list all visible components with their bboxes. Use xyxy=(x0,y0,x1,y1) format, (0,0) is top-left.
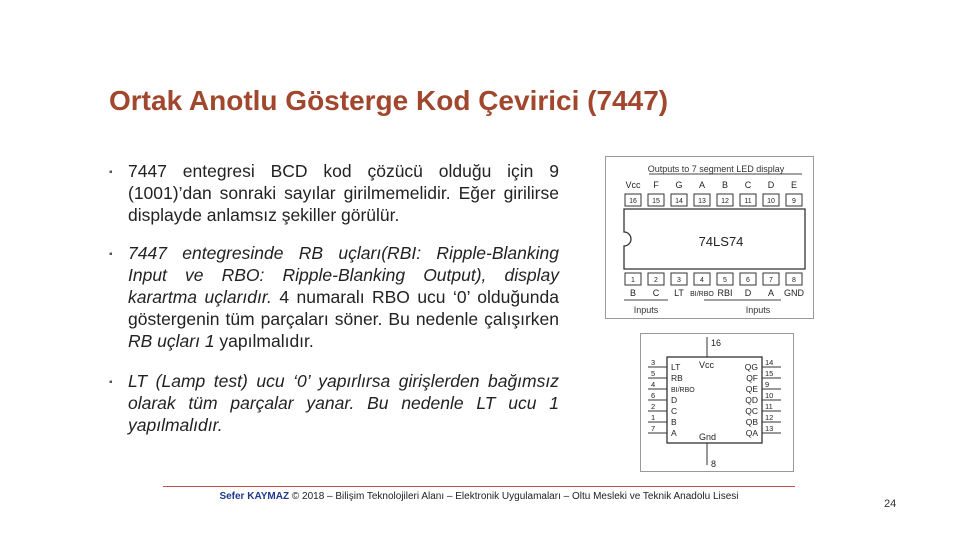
bullet-italic-text: 7447 entegresinde RB uçları(RBI: Ripple-Blanking Input ve RBO: Ripple-Blanking Output), display karartma uçlarıdır. xyxy=(128,243,559,307)
pin-number: 10 xyxy=(767,198,775,205)
pin-number: 9 xyxy=(792,198,796,205)
slide-title: Ortak Anotlu Gösterge Kod Çevirici (7447) xyxy=(109,85,669,116)
pin-label: D xyxy=(744,288,752,298)
pin-number: 15 xyxy=(652,198,660,205)
gnd-label: Gnd xyxy=(699,432,717,442)
bullet-text xyxy=(128,242,559,352)
output-label: QG xyxy=(744,362,758,372)
bullet-item xyxy=(109,242,559,352)
bullet-italic-text: RB uçları 1 xyxy=(128,331,215,351)
output-label: QA xyxy=(745,428,758,438)
pin-label: RBI xyxy=(717,288,733,298)
pin-label: D xyxy=(767,180,775,190)
output-label: QE xyxy=(745,384,758,394)
footer xyxy=(163,491,795,502)
bullet-marker: ▪ xyxy=(109,167,113,178)
input-pin-number: 2 xyxy=(651,402,656,411)
vcc-label: Vcc xyxy=(699,360,715,370)
pin-number: 7 xyxy=(769,277,773,284)
input-pin-number: 3 xyxy=(651,358,656,367)
pin-label: C xyxy=(744,180,752,190)
input-label: RB xyxy=(671,373,683,383)
bullet-marker: ▪ xyxy=(109,249,113,260)
footer-author: Sefer KAYMAZ xyxy=(219,491,290,502)
pin-number: 6 xyxy=(746,277,750,284)
pin-label: E xyxy=(790,180,798,190)
input-label: BI/RBO xyxy=(671,387,695,394)
logic-symbol-figure xyxy=(640,333,794,472)
pin-label: B xyxy=(629,288,637,298)
pin-number: 12 xyxy=(721,198,729,205)
gnd-pin-number: 8 xyxy=(711,459,717,469)
pin-number: 3 xyxy=(677,277,681,284)
pin-label: GND xyxy=(784,288,804,298)
pin-label: F xyxy=(653,180,659,190)
input-pin-number: 4 xyxy=(651,380,656,389)
output-pin-number: 10 xyxy=(765,391,774,400)
pin-label: A xyxy=(767,288,775,298)
bullet-text: 7447 entegresi BCD kod çözücü olduğu için 9 (1001)’dan sonraki sayılar girilmemelidir. Eğer girilirse displayde anlamsız şekiller görülür. xyxy=(128,161,559,225)
bullet-item xyxy=(109,160,559,226)
outputs-header: Outputs to 7 segment LED display xyxy=(647,164,785,174)
pin-number: 4 xyxy=(700,277,704,284)
output-pin-number: 9 xyxy=(765,380,770,389)
output-label: QF xyxy=(746,373,758,383)
pin-number: 2 xyxy=(654,277,658,284)
input-label: B xyxy=(671,417,677,427)
output-pin-number: 12 xyxy=(765,413,774,422)
input-label: D xyxy=(671,395,678,405)
pin-number: 14 xyxy=(675,198,683,205)
pinout-diagram xyxy=(606,157,813,318)
pinout-figure xyxy=(605,156,814,319)
pin-number: 1 xyxy=(631,277,635,284)
bullet-marker: ▪ xyxy=(109,377,113,388)
footer-text: © 2018 – Bilişim Teknolojileri Alanı – Elektronik Uygulamaları – Oltu Mesleki ve Teknik Anadolu Lisesi xyxy=(289,491,739,502)
pin-label: BI/RBO xyxy=(690,291,714,298)
page-number: 24 xyxy=(884,498,897,510)
pin-number: 11 xyxy=(744,198,752,205)
output-label: QB xyxy=(745,417,758,427)
pin-label: Vcc xyxy=(625,180,641,190)
footer-divider xyxy=(163,486,795,487)
input-label: LT xyxy=(671,362,681,372)
pin-number: 5 xyxy=(723,277,727,284)
input-pin-number: 5 xyxy=(651,369,656,378)
output-pin-number: 13 xyxy=(765,424,774,433)
input-pin-number: 6 xyxy=(651,391,656,400)
output-label: QD xyxy=(745,395,758,405)
logic-symbol-diagram xyxy=(641,334,793,471)
input-label: A xyxy=(671,428,677,438)
vcc-pin-number: 16 xyxy=(711,338,722,348)
inputs-label-right: Inputs xyxy=(745,305,771,315)
pin-number: 8 xyxy=(792,277,796,284)
pin-label: B xyxy=(721,180,729,190)
pin-number: 16 xyxy=(629,198,637,205)
input-pin-number: 7 xyxy=(651,424,656,433)
inputs-label-left: Inputs xyxy=(633,305,659,315)
pin-label: LT xyxy=(674,288,684,298)
pin-label: G xyxy=(675,180,683,190)
input-pin-number: 1 xyxy=(651,413,656,422)
bullet-text-part: yapılmalıdır. xyxy=(214,331,314,351)
output-pin-number: 15 xyxy=(765,369,774,378)
chip-label: 74LS74 xyxy=(698,234,744,249)
output-pin-number: 11 xyxy=(765,402,773,411)
output-label: QC xyxy=(745,406,758,416)
bullet-text-part: 4 numaralı RBO ucu ‘0’ olduğunda göstergenin tüm parçaları söner. Bu nedenle çalışırken xyxy=(128,287,559,329)
pin-number: 13 xyxy=(698,198,706,205)
output-pin-number: 14 xyxy=(765,358,774,367)
bullet-item xyxy=(109,370,559,436)
pin-label: C xyxy=(652,288,660,298)
input-label: C xyxy=(671,406,678,416)
pin-label: A xyxy=(698,180,706,190)
bullet-text: LT (Lamp test) ucu ‘0’ yapırlırsa girişlerden bağımsız olarak tüm parçalar yanar. Bu nedenle LT ucu 1 yapılmalıdır. xyxy=(128,371,559,435)
